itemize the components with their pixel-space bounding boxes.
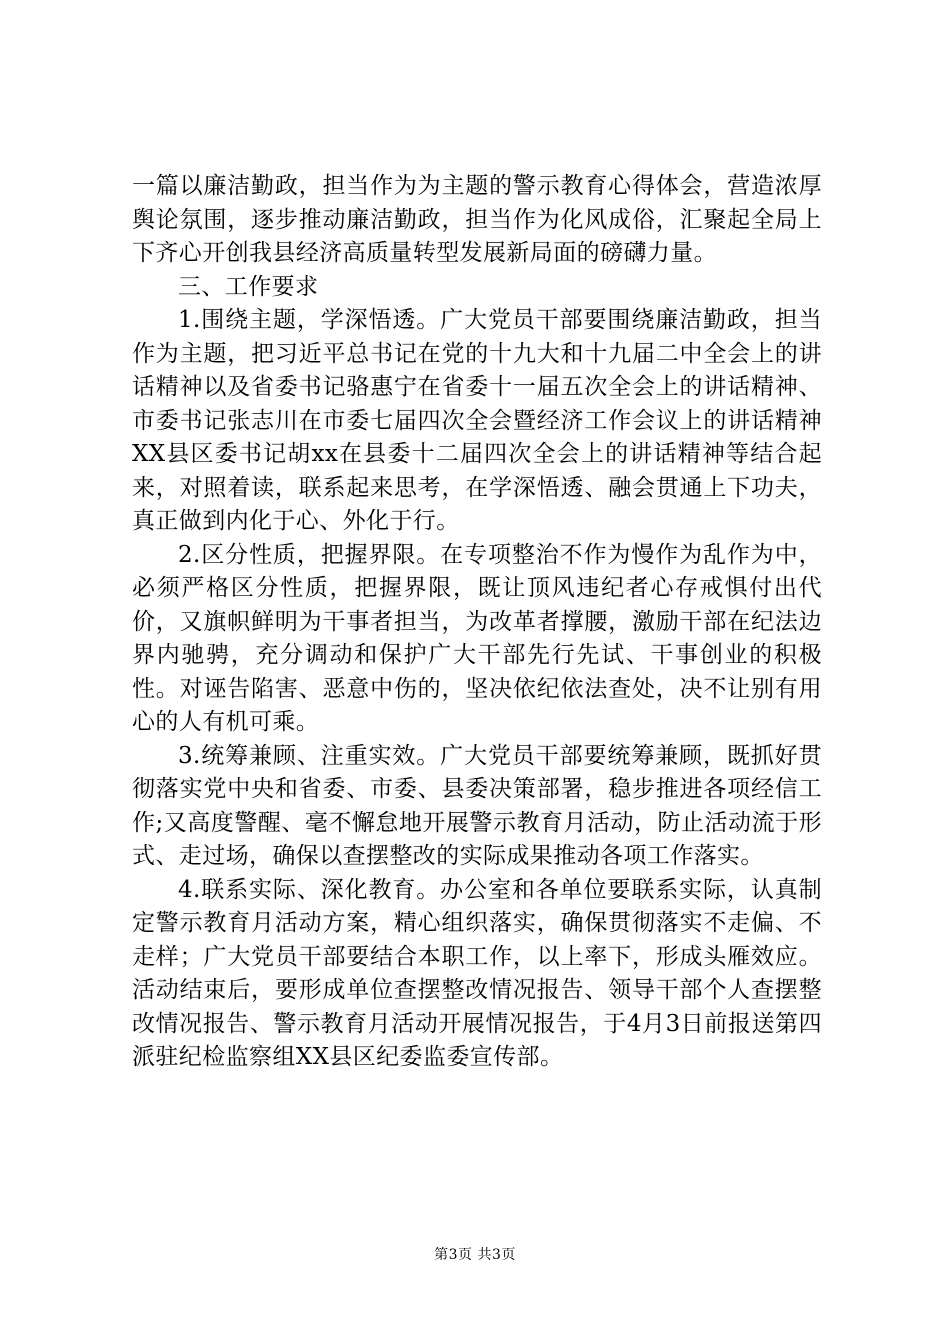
document-body xyxy=(132,170,822,1075)
paragraph-requirement-3: 3.统筹兼顾、注重实效。广大党员干部要统筹兼顾，既抓好贯彻落实党中央和省委、市委、县委决策部署，稳步推进各项经信工作;又高度警醒、毫不懈怠地开展警示教育月活动，防止活动流于形式、走过场，确保以查摆整改的实际成果推动各项工作落实。 xyxy=(132,742,822,869)
page-number-footer: 第3页 共3页 xyxy=(434,1247,516,1263)
section-heading-work-requirements: 三、工作要求 xyxy=(178,273,319,300)
paragraph-requirement-4: 4.联系实际、深化教育。办公室和各单位要联系实际，认真制定警示教育月活动方案，精心组织落实，确保贯彻落实不走偏、不走样；广大党员干部要结合本职工作，以上率下，形成头雁效应。活动结束后，要形成单位查摆整改情况报告、领导干部个人查摆整改情况报告、警示教育月活动开展情况报告，于4月3日前报送第四派驻纪检监察组XX县区纪委监委宣传部。 xyxy=(132,876,822,1070)
paragraph-intro-continued: 一篇以廉洁勤政，担当作为为主题的警示教育心得体会，营造浓厚舆论氛围，逐步推动廉洁勤政，担当作为化风成俗，汇聚起全局上下齐心开创我县经济高质量转型发展新局面的磅礴力量。 xyxy=(132,173,822,266)
paragraph-requirement-2: 2.区分性质，把握界限。在专项整治不作为慢作为乱作为中，必须严格区分性质，把握界限，既让顶风违纪者心存戒惧付出代价，又旗帜鲜明为干事者担当，为改革者撑腰，激励干部在纪法边界内驰骋，充分调动和保护广大干部先行先试、干事创业的积极性。对诬告陷害、恶意中伤的，坚决依纪依法查处，决不让别有用心的人有机可乘。 xyxy=(132,541,822,735)
paragraph-requirement-1: 1.围绕主题，学深悟透。广大党员干部要围绕廉洁勤政，担当作为主题，把习近平总书记在党的十九大和十九届二中全会上的讲话精神以及省委书记骆惠宁在省委十一届五次全会上的讲话精神、市委书记张志川在市委七届四次全会暨经济工作会议上的讲话精神XX县区委书记胡xx在县委十二届四次全会上的讲话精神等结合起来，对照着读，联系起来思考，在学深悟透、融会贯通上下功夫，真正做到内化于心、外化于行。 xyxy=(132,307,822,534)
